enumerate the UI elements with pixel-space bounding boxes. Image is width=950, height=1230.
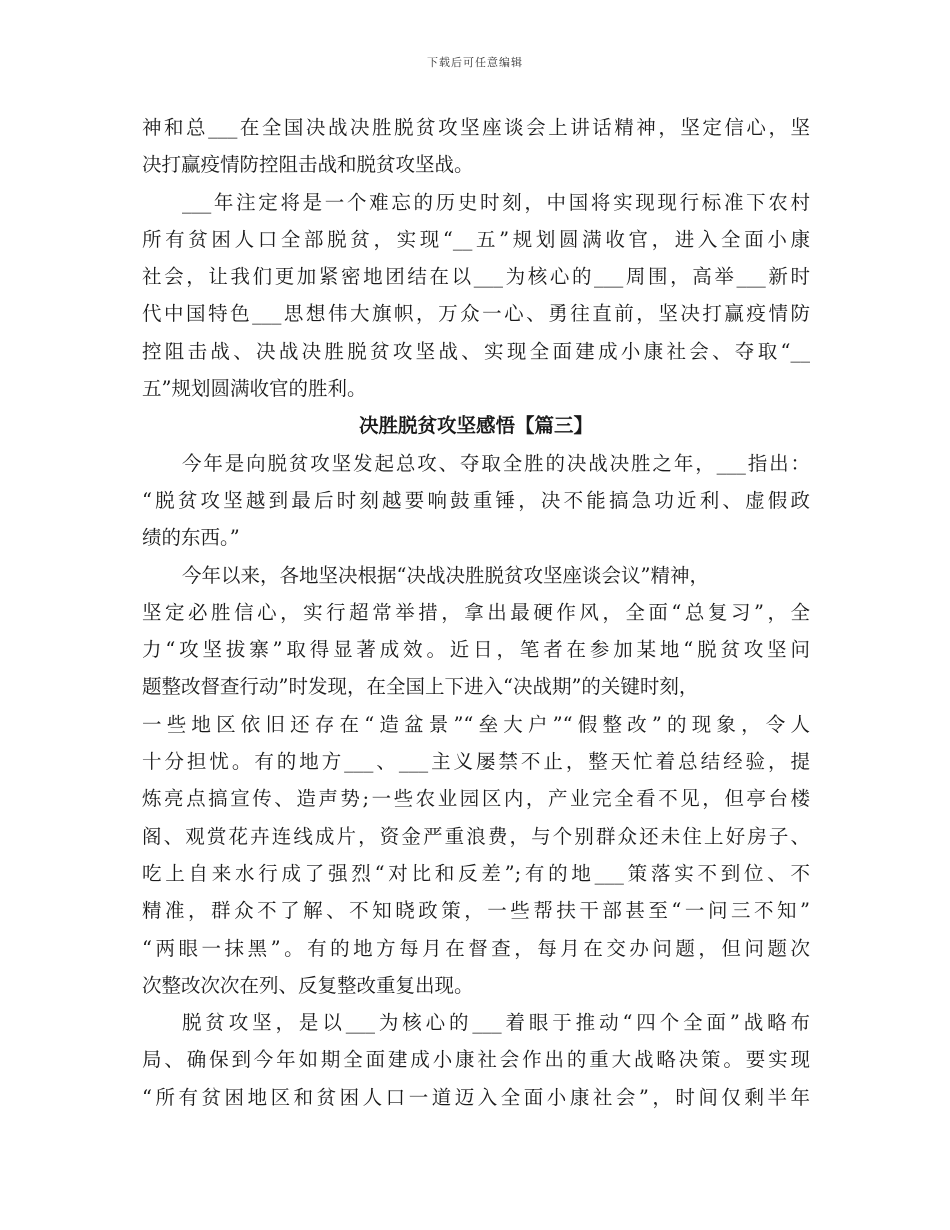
text-line: 炼亮点搞宣传、造声势;一些农业园区内，产业完全看不见，但亭台楼: [142, 787, 810, 811]
text-line: 次整改次次在列、反复整改重复出现。: [142, 973, 474, 997]
paragraph-start: 今年以来，各地坚决根据“决战决胜脱贫攻坚座谈会议”精神，: [182, 563, 709, 587]
text-line: 控阻击战、决战决胜脱贫攻坚战、实现全面建成小康社会、夺取“__: [142, 339, 810, 363]
text-line: 神和总___在全国决战决胜脱贫攻坚座谈会上讲话精神，坚定信心，坚: [142, 116, 810, 139]
section-title: 决胜脱贫攻坚感悟【篇三】: [358, 414, 593, 438]
text-line: 代中国特色___思想伟大旗帜，万众一心、勇往直前，坚决打赢疫情防: [142, 302, 810, 326]
text-line: 局、确保到今年如期全面建成小康社会作出的重大战略决策。要实现: [142, 1048, 810, 1072]
paragraph-start: ___年注定将是一个难忘的历史时刻，中国将实现现行标准下农村: [182, 190, 810, 214]
text-line: 题整改督查行动”时发现，在全国上下进入“决战期”的关键时刻，: [142, 675, 699, 699]
text-line: 阁、观赏花卉连线成片，资金严重浪费，与个别群众还未住上好房子、: [142, 824, 810, 848]
text-line: 所有贫困人口全部脱贫，实现“__五”规划圆满收官，进入全面小康: [142, 227, 810, 251]
text-line: “脱贫攻坚越到最后时刻越要响鼓重锤，决不能搞急功近利、虚假政: [142, 488, 810, 512]
text-line: 吃上自来水行成了强烈“对比和反差”;有的地___策落实不到位、不: [142, 861, 810, 885]
text-line: “两眼一抹黑”。有的地方每月在督查，每月在交办问题，但问题次: [142, 936, 810, 960]
text-line: 十分担忧。有的地方___、___主义屡禁不止，整天忙着总结经验，提: [142, 750, 810, 774]
text-line: 决打赢疫情防控阻击战和脱贫攻坚战。: [142, 153, 474, 177]
text-line: 社会，让我们更加紧密地团结在以___为核心的___周围，高举___新时: [142, 265, 810, 289]
text-line: 绩的东西。”: [142, 526, 240, 550]
page-header: 下载后可任意编辑: [427, 56, 523, 69]
text-line: 精准，群众不了解、不知晓政策，一些帮扶干部甚至“一问三不知”: [142, 899, 810, 923]
paragraph-start: 今年是向脱贫攻坚发起总攻、夺取全胜的决战决胜之年，___指出：: [182, 451, 810, 475]
text-line: “所有贫困地区和贫困人口一道迈入全面小康社会”，时间仅剩半年: [142, 1085, 810, 1109]
paragraph-start: 脱贫攻坚，是以___为核心的___着眼于推动“四个全面”战略布: [182, 1011, 810, 1035]
text-line: 五”规划圆满收官的胜利。: [142, 377, 367, 401]
text-line: 力“攻坚拔寨”取得显著成效。近日，笔者在参加某地“脱贫攻坚问: [142, 638, 810, 662]
text-line: 一些地区依旧还存在“造盆景”“垒大户”“假整改”的现象，令人: [142, 712, 810, 736]
document-body: [142, 109, 810, 1116]
text-line: 坚定必胜信心，实行超常举措，拿出最硬作风，全面“总复习”，全: [142, 600, 810, 624]
